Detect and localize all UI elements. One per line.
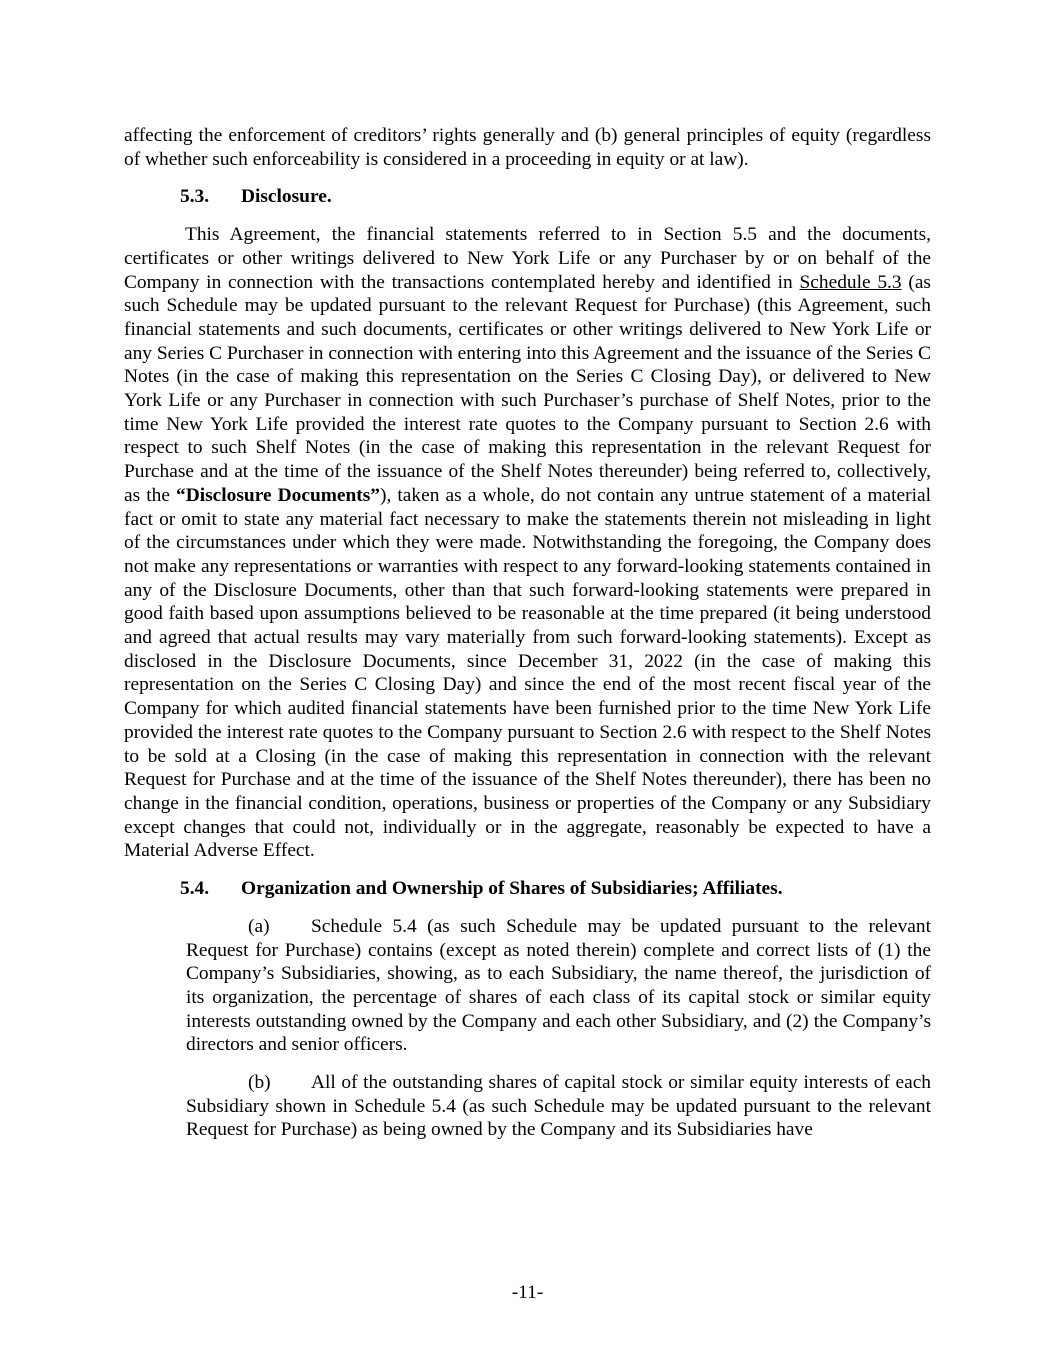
- continuation-paragraph: affecting the enforcement of creditors’ rights generally and (b) general principles of equity (regardless of whether such enforceability is considered in a proceeding in equity or at law).: [124, 125, 931, 170]
- section-5-3-body-part1: This Agreement, the financial statements referred to in Section 5.5 and the documents, certificates or other writings delivered to New York Life or any Purchaser by or on behalf of the Company in connection with the transactions contemplated hereby and identified in: [124, 224, 931, 293]
- section-5-4-number: 5.4.: [180, 878, 210, 900]
- item-b-label: (b): [248, 1072, 271, 1094]
- section-5-4-item-a: [186, 915, 931, 1057]
- page-body: [124, 124, 931, 1142]
- section-5-3-title: Disclosure.: [241, 186, 332, 208]
- section-5-3-body: [124, 223, 931, 863]
- schedule-5-3-reference: Schedule 5.3: [799, 271, 902, 293]
- page-number: -11-: [511, 1282, 544, 1303]
- section-5-3-number: 5.3.: [180, 186, 210, 208]
- section-5-3-heading: [180, 185, 931, 209]
- section-5-3-body-part2: (as such Schedule may be updated pursuant to the relevant Request for Purchase) (this Agreement, such financial statements and such documents, certificates or other writings delivered to New York Life or any Series C Purchaser in connection with entering into this Agreement and the issuance of the Series C Notes (in the case of making this representation on the Series C Closing Day), or delivered to New York Life or any Purchaser in connection with such Purchaser’s purchase of Shelf Notes, prior to the time New York Life provided the interest rate quotes to the Company pursuant to Section 2.6 with respect to such Shelf Notes (in the case of making this representation in the relevant Request for Purchase and at the time of the issuance of the Shelf Notes thereunder) being referred to, collectively, as the: [124, 271, 931, 506]
- section-5-4-item-b: [186, 1071, 931, 1142]
- section-5-4-title: Organization and Ownership of Shares of Subsidiaries; Affiliates.: [241, 878, 783, 900]
- item-a-label: (a): [248, 915, 270, 937]
- item-b-text: All of the outstanding shares of capital stock or similar equity interests of each Subsidiary shown in Schedule 5.4 (as such Schedule may be updated pursuant to the relevant Request for Purchase) as being owned by the Company and its Subsidiaries have: [186, 1072, 931, 1141]
- section-5-3-body-part3: ), taken as a whole, do not contain any untrue statement of a material fact or omit to state any material fact necessary to make the statements therein not misleading in light of the circumstances under which they were made. Notwithstanding the foregoing, the Company does not make any representations or warranties with respect to any forward-looking statements contained in any of the Disclosure Documents, other than that such forward-looking statements were prepared in good faith based upon assumptions believed to be reasonable at the time prepared (it being understood and agreed that actual results may vary materially from such forward-looking statements). Except as disclosed in the Disclosure Documents, since December 31, 2022 (in the case of making this representation on the Series C Closing Day) and since the end of the most recent fiscal year of the Company for which audited financial statements have been furnished prior to the time New York Life provided the interest rate quotes to the Company pursuant to Section 2.6 with respect to the Shelf Notes to be sold at a Closing (in the case of making this representation in connection with the relevant Request for Purchase and at the time of the issuance of the Shelf Notes thereunder), there has been no change in the financial condition, operations, business or properties of the Company or any Subsidiary except changes that could not, individually or in the aggregate, reasonably be expected to have a Material Adverse Effect.: [124, 484, 931, 862]
- item-a-text: Schedule 5.4 (as such Schedule may be updated pursuant to the relevant Request for Purchase) contains (except as noted therein) complete and correct lists of (1) the Company’s Subsidiaries, showing, as to each Subsidiary, the name thereof, the jurisdiction of its organization, the percentage of shares of each class of its capital stock or similar equity interests outstanding owned by the Company and each other Subsidiary, and (2) the Company’s directors and senior officers.: [186, 915, 931, 1056]
- section-5-4-heading: [180, 877, 931, 901]
- disclosure-documents-defined-term: “Disclosure Documents”: [176, 484, 380, 506]
